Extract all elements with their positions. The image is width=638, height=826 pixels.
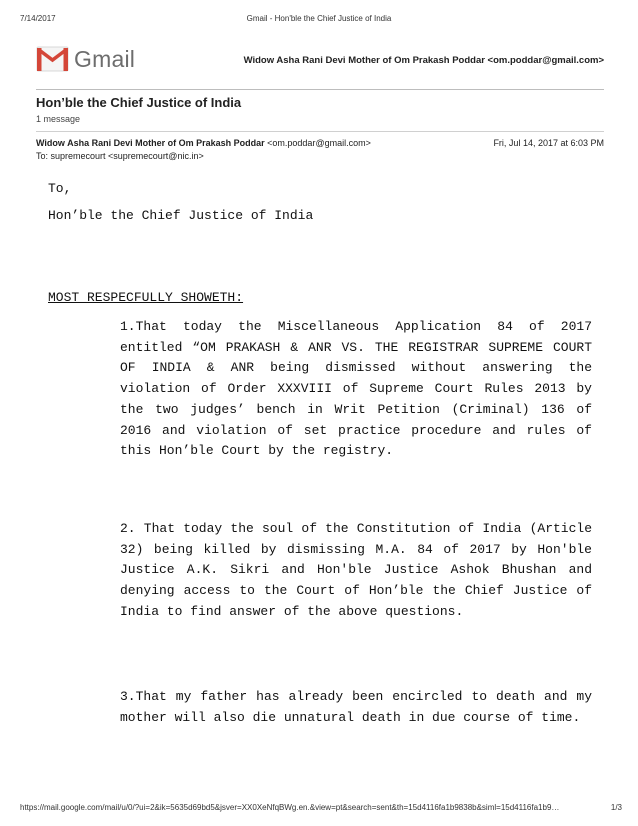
gmail-logo-text: Gmail <box>74 45 136 72</box>
addressee: Hon’ble the Chief Justice of India <box>48 208 314 223</box>
gmail-m-icon <box>36 46 69 72</box>
print-url: https://mail.google.com/mail/u/0/?ui=2&ik=5635d69bd5&jsver=XX0XeNfqBWg.en.&view=pt&search=sent&th=15d4116fa1b9838b&siml=15d4116fa1b9… <box>20 803 560 812</box>
body-heading: MOST RESPECFULLY SHOWETH: <box>48 290 244 305</box>
message-sender <box>36 138 371 148</box>
print-page-title: Gmail - Hon'ble the Chief Justice of India <box>246 14 392 23</box>
message-date: Fri, Jul 14, 2017 at 6:03 PM <box>493 138 604 148</box>
message-divider <box>36 131 604 132</box>
sender-name: Widow Asha Rani Devi Mother of Om Prakash Poddar <box>36 138 265 148</box>
body-paragraph-3: 3.That my father has already been encircled to death and my mother will also die unnatural death in due course of time. <box>120 689 592 725</box>
body-paragraph-2: 2. That today the soul of the Constitution of India (Article 32) being killed by dismissing M.A. 84 of 2017 by Hon'ble Justice A.K. Sikri and Hon'ble Justice Ashok Bhushan and denying access to the Court of Hon’ble the Chief Justice of India to find answer of the above questions. <box>120 521 592 619</box>
print-page-number: 1/3 <box>610 803 622 812</box>
message-count: 1 message <box>36 114 81 124</box>
gmail-logo[interactable] <box>36 44 135 74</box>
print-date: 7/14/2017 <box>20 14 56 23</box>
body-paragraph-1: 1.That today the Miscellaneous Application 84 of 2017 entitled “OM PRAKASH & ANR VS. THE REGISTRAR SUPREME COURT OF INDIA & ANR being dismissed without answering the violation of Order XXXVIII of Supreme Court Rules 2013 by the two judges’ bench in Writ Petition (Criminal) 136 of 2016 and violation of set practice procedure and rules of this Hon’ble Court by the registry. <box>120 319 592 459</box>
header-divider <box>36 89 604 90</box>
account-identity: Widow Asha Rani Devi Mother of Om Prakash Poddar <om.poddar@gmail.com> <box>243 55 604 66</box>
thread-subject: Hon’ble the Chief Justice of India <box>36 95 242 110</box>
salutation: To, <box>48 181 72 196</box>
message-recipient: To: supremecourt <supremecourt@nic.in> <box>36 151 204 161</box>
sender-email: <om.poddar@gmail.com> <box>267 138 371 148</box>
